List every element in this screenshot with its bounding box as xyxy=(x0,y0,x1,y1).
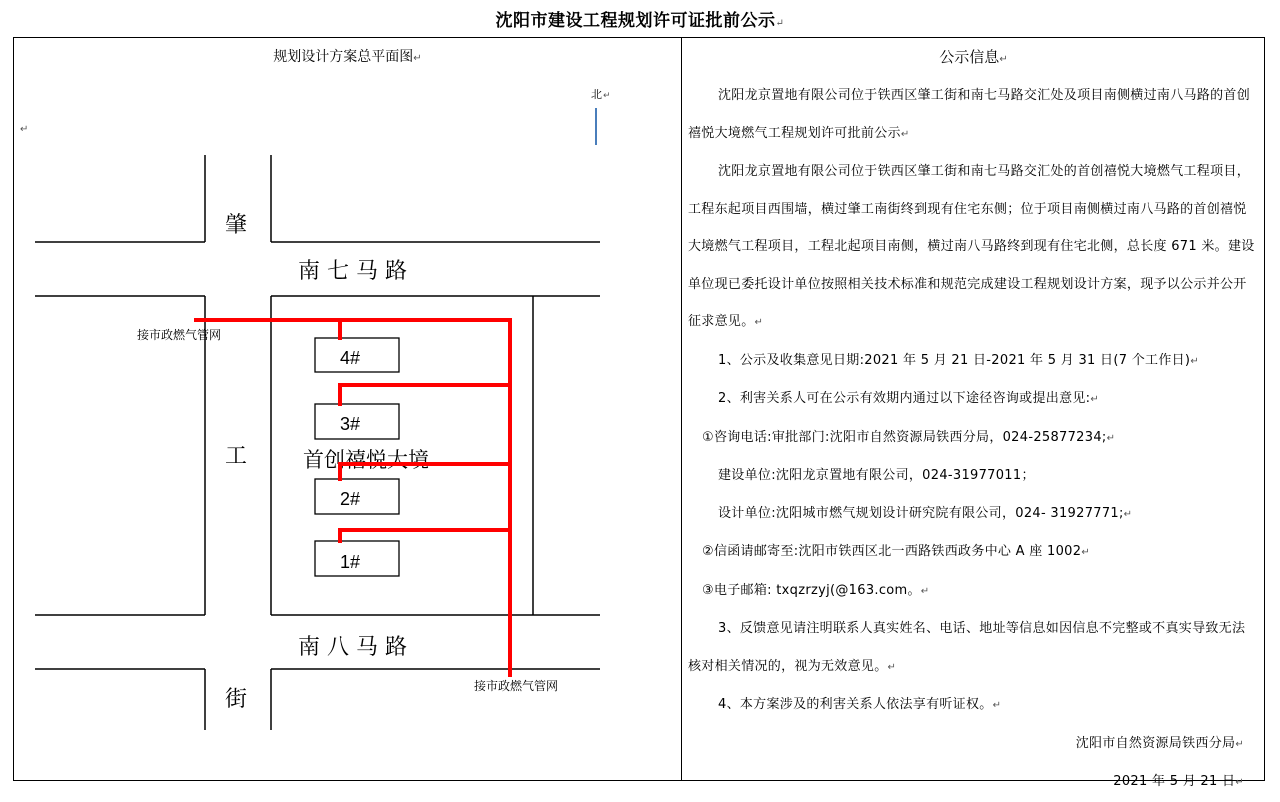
paragraph-mark: ↵ xyxy=(20,124,29,135)
road-label-zhaogong-3: 街 xyxy=(225,687,248,712)
svg-text:↵: ↵ xyxy=(603,91,611,101)
contact-phone-approval: ①咨询电话:审批部门:沈阳市自然资源局铁西分局，024-25877234;↵ xyxy=(702,429,1116,445)
signature-date: 2021 年 5 月 21 日↵ xyxy=(1113,774,1244,789)
feedback-channels: 2、利害关系人可在公示有效期内通过以下途径咨询或提出意见:↵ xyxy=(718,391,1100,406)
email-address: ③电子邮箱: txqzrzyj(@163.com。↵ xyxy=(702,582,930,598)
building-2-label: 2# xyxy=(340,489,361,509)
contact-phone-designer: 设计单位:沈阳城市燃气规划设计研究院有限公司，024- 31927771;↵ xyxy=(718,505,1133,521)
page-title: 沈阳市建设工程规划许可证批前公示↵ xyxy=(495,11,785,31)
contact-phone-builder: 建设单位:沈阳龙京置地有限公司，024-31977011； xyxy=(718,468,1035,483)
building-1-label: 1# xyxy=(340,552,361,572)
notice-title-paragraph: 沈阳龙京置地有限公司位于铁西区肇工街和南七马路交汇处及项目南侧横过南八马路的首创禧悦大境燃气工程规划许可批前公示↵ xyxy=(688,88,1251,141)
road-label-zhaogong-2: 工 xyxy=(225,444,248,469)
left-panel-heading: 规划设计方案总平面图↵ xyxy=(273,49,422,65)
feedback-requirements: 3、反馈意见请注明联系人真实姓名、电话、地址等信息如因信息不完整或不真实导致无法核对相关情况的，视为无效意见。↵ xyxy=(688,621,1246,674)
road-label-nanba: 南 八 马 路 xyxy=(298,635,407,660)
notice-dates: 1、公示及收集意见日期:2021 年 5 月 21 日-2021 年 5 月 31 日(7 个工作日)↵ xyxy=(718,352,1199,368)
project-description: 沈阳龙京置地有限公司位于铁西区肇工街和南七马路交汇处的首创禧悦大境燃气工程项目，工程东起项目西围墙，横过肇工南街终到现有住宅东侧；位于项目南侧横过南八马路的首创禧悦大境燃气工程项目，工程北起项目南侧，横过南八马路终到现有住宅北侧，总长度 671 米。建设单位现已委托设计单位按照相关技术标准和规范完成建设工程规划设计方案，现予以公示并公开征求意见。↵ xyxy=(688,164,1255,329)
north-label: 北 xyxy=(591,89,602,101)
notice-body xyxy=(688,77,1258,802)
hearing-rights: 4、本方案涉及的利害关系人依法享有听证权。↵ xyxy=(718,697,1002,712)
project-name-label: 首创禧悦大境 xyxy=(303,448,429,472)
mail-address: ②信函请邮寄至:沈阳市铁西区北一西路铁西政务中心 A 座 1002↵ xyxy=(702,544,1090,559)
signature-org: 沈阳市自然资源局铁西分局↵ xyxy=(1075,735,1244,751)
right-panel-heading: 公示信息↵ xyxy=(939,48,1008,66)
building-3-label: 3# xyxy=(340,414,361,434)
gas-connect-label-left: 接市政燃气管网 xyxy=(137,328,222,342)
gas-connect-label-bottom: 接市政燃气管网 xyxy=(474,679,559,693)
road-label-zhaogong-1: 肇 xyxy=(225,213,248,238)
building-4-label: 4# xyxy=(340,348,361,368)
road-label-nanqi: 南 七 马 路 xyxy=(298,259,407,284)
